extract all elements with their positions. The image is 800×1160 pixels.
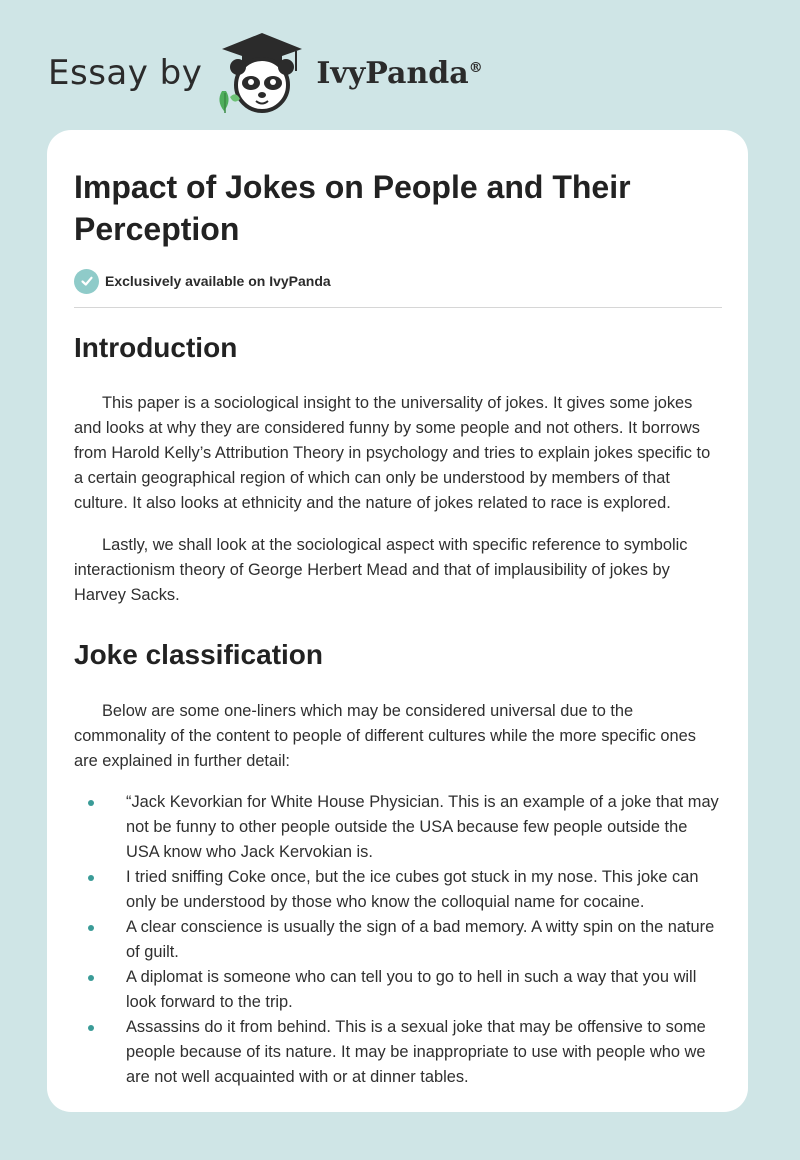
list-item-text: “Jack Kevorkian for White House Physician. This is an example of a joke that may not be funny to other people outside the USA because few people outside the USA know who Jack Kervokian is.	[126, 793, 719, 861]
registered-mark: ®	[468, 59, 483, 76]
essay-by-text: Essay by	[48, 53, 203, 93]
list-item-text: A clear conscience is usually the sign of a bad memory. A witty spin on the nature of guilt.	[126, 918, 715, 961]
bullet-icon	[88, 925, 94, 931]
list-item-text: I tried sniffing Coke once, but the ice cubes got stuck in my nose. This joke can only be understood by those who know the colloquial name for cocaine.	[126, 868, 699, 911]
list-item	[74, 915, 722, 965]
brand-label: IvyPanda	[316, 55, 469, 91]
list-item	[74, 865, 722, 915]
check-icon	[74, 269, 99, 294]
list-item-text: Assassins do it from behind. This is a sexual joke that may be offensive to some people because of its nature. It may be inappropriate to use with people who we are not well acquainted with or at dinner tables.	[126, 1018, 706, 1086]
intro-paragraph-2: Lastly, we shall look at the sociological aspect with specific reference to symbolic interactionism theory of George Herbert Mead and that of implausibility of jokes by Harvey Sacks.	[74, 536, 688, 604]
brand-name[interactable]	[316, 56, 482, 91]
list-item-text: A diplomat is someone who can tell you to go to hell in such a way that you will look forward to the trip.	[126, 968, 697, 1011]
bullet-icon	[88, 875, 94, 881]
section-heading-joke-classification: Joke classification	[74, 639, 324, 670]
exclusive-text: Exclusively available on IvyPanda	[105, 273, 331, 289]
page-title: Impact of Jokes on People and Their Perception	[74, 169, 631, 247]
bullet-icon	[88, 975, 94, 981]
intro-paragraph-1: This paper is a sociological insight to the universality of jokes. It gives some jokes and looks at why they are considered funny by some people and not others. It borrows from Harold Kelly’s Attribution Theory in psychology and tries to explain jokes specific to a certain geographical region of which can only be understood by members of that culture. It also looks at ethnicity and the nature of jokes related to race is explored.	[74, 394, 711, 512]
list-item	[74, 965, 722, 1015]
site-header	[48, 28, 483, 118]
divider	[74, 307, 722, 308]
section-heading-introduction: Introduction	[74, 332, 238, 363]
bullet-icon	[88, 1025, 94, 1031]
list-item	[74, 1015, 722, 1090]
essay-card	[47, 130, 748, 1112]
joke-list	[74, 790, 722, 1090]
exclusive-badge	[74, 268, 722, 294]
checkmark-glyph	[80, 274, 94, 288]
bullet-icon	[88, 800, 94, 806]
joke-paragraph-1: Below are some one-liners which may be considered universal due to the commonality of the content to people of different cultures while the more specific ones are explained in further detail:	[74, 702, 696, 770]
list-item	[74, 790, 722, 865]
panda-logo-icon[interactable]	[216, 31, 308, 115]
